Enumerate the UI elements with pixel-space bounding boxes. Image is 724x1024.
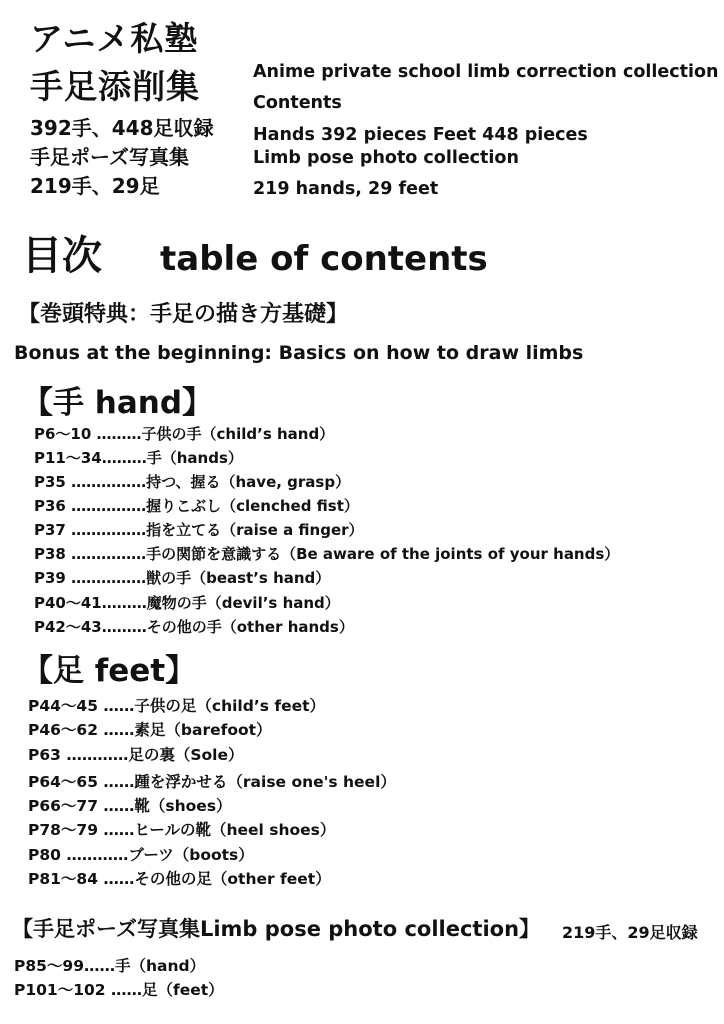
- toc-item: P66～77 ……靴（shoes）: [28, 797, 232, 815]
- toc-item: P37 ……………指を立てる（raise a finger）: [34, 521, 364, 539]
- en-count-line-2: 219 hands, 29 feet: [253, 179, 439, 199]
- hand-section-heading: 【手 hand】: [22, 385, 214, 421]
- toc-item: P38 ……………手の関節を意識する（Be aware of the joints of your hands）: [34, 545, 620, 563]
- toc-item: P85～99……手（hand）: [14, 957, 206, 975]
- toc-item: P63 …………足の裏（Sole）: [28, 746, 244, 764]
- toc-heading-jp: 目次: [22, 233, 102, 279]
- toc-item: P40～41………魔物の手（devil’s hand）: [34, 594, 340, 612]
- jp-title-line-2: 手足添削集: [30, 67, 200, 106]
- toc-item: P46～62 ……素足（barefoot）: [28, 721, 272, 739]
- toc-item: P6～10 ………子供の手（child’s hand）: [34, 425, 335, 443]
- en-count-line-1: Hands 392 pieces Feet 448 pieces: [253, 125, 588, 145]
- photo-section-heading: 【手足ポーズ写真集Limb pose photo collection】: [12, 917, 541, 941]
- photo-section-note: 219手、29足収録: [562, 923, 698, 942]
- toc-heading-en: table of contents: [160, 239, 488, 279]
- toc-item: P80 …………ブーツ（boots）: [28, 846, 254, 864]
- toc-item: P44～45 ……子供の足（child’s feet）: [28, 697, 326, 715]
- en-pose-title: Limb pose photo collection: [253, 148, 519, 168]
- toc-item: P42～43………その他の手（other hands）: [34, 618, 354, 636]
- toc-item: P101～102 ……足（feet）: [14, 981, 224, 999]
- toc-item: P81～84 ……その他の足（other feet）: [28, 870, 331, 888]
- toc-item: P11～34………手（hands）: [34, 449, 243, 467]
- toc-item: P64～65 ……踵を浮かせる（raise one's heel）: [28, 773, 396, 791]
- toc-item: P35 ……………持つ、握る（have, grasp）: [34, 473, 351, 491]
- toc-item: P36 ……………握りこぶし（clenched fist）: [34, 497, 359, 515]
- bonus-heading-en: Bonus at the beginning: Basics on how to draw limbs: [14, 342, 584, 364]
- toc-item: P39 ……………獣の手（beast’s hand）: [34, 569, 331, 587]
- bonus-heading-jp: 【巻頭特典：手足の描き方基礎】: [18, 302, 349, 327]
- jp-count-line-2: 219手、29足: [30, 174, 160, 198]
- toc-item: P78～79 ……ヒールの靴（heel shoes）: [28, 821, 336, 839]
- jp-pose-title: 手足ポーズ写真集: [30, 145, 189, 169]
- jp-count-line-1: 392手、448足収録: [30, 116, 214, 140]
- feet-section-heading: 【足 feet】: [22, 653, 197, 689]
- en-contents-label: Contents: [253, 93, 342, 113]
- jp-title-line-1: アニメ私塾: [30, 19, 199, 58]
- en-title: Anime private school limb correction collection: [253, 62, 719, 82]
